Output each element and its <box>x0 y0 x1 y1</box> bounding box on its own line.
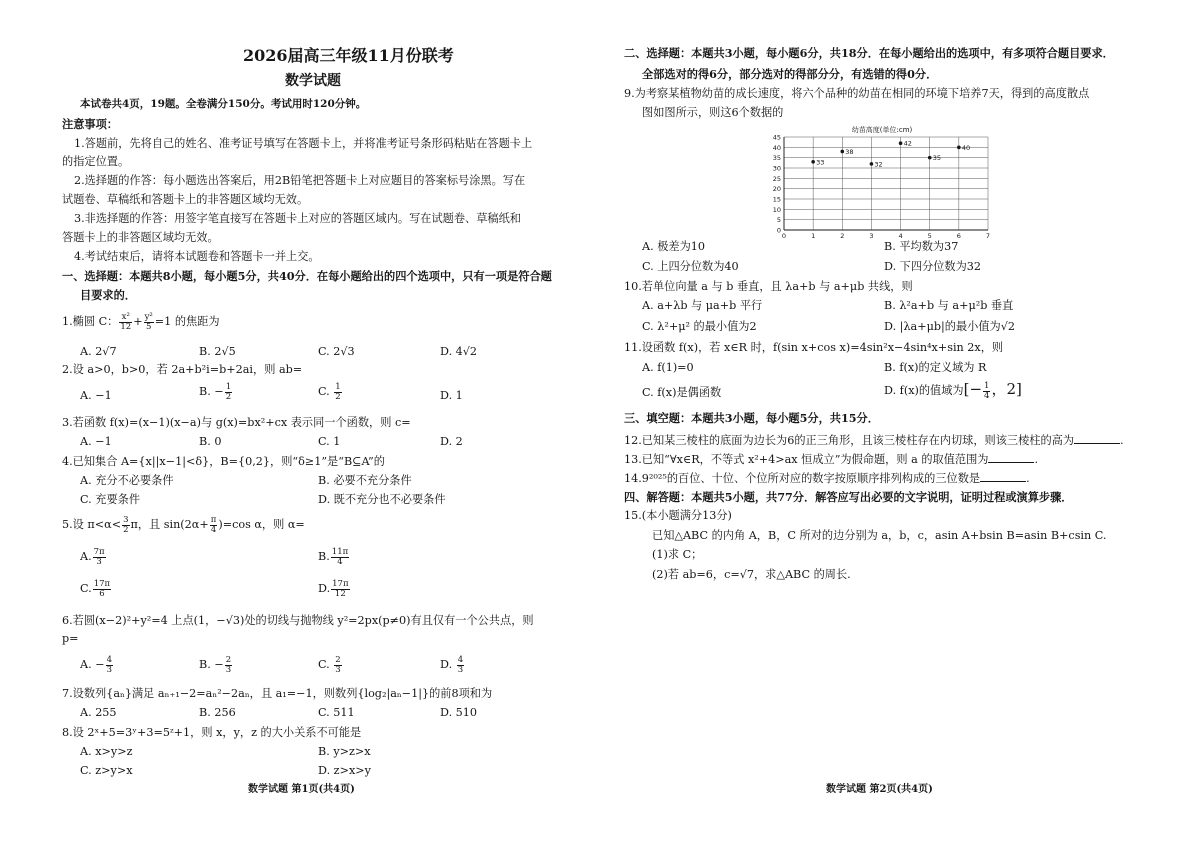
q1-option-c: C. 2√3 <box>318 345 355 358</box>
page-1-footer: 数学试题 第1页(共4页) <box>248 784 355 795</box>
q2-stem: 2.设 a>0，b>0，若 2a+b²i=b+2ai，则 ab= <box>62 363 303 376</box>
q7-option-a: A. 255 <box>80 706 117 719</box>
chart-x-tick-label: 4 <box>898 232 903 240</box>
q2-option-c: C. $\frac{1}{2}$ <box>318 382 341 402</box>
chart-y-tick-label: 15 <box>772 195 781 204</box>
chart-x-tick-label: 0 <box>781 232 787 240</box>
q3-option-b: B. 0 <box>199 435 222 448</box>
section-1-heading-cont: 目要求的． <box>80 288 136 302</box>
q11-option-a: A. f(1)=0 <box>642 361 694 374</box>
section-2-heading-cont: 全部选对的得6分，部分选对的得部分分，有选错的得0分． <box>642 67 938 81</box>
section-4-heading: 四、解答题：本题共5小题，共77分．解答应写出必要的文字说明，证明过程或演算步骤． <box>624 490 1073 504</box>
q10-option-d: D. |λa+μb|的最小值为√2 <box>884 320 1015 333</box>
notice-4: 4.考试结束后，请将本试题卷和答题卡一并上交。 <box>74 250 320 263</box>
chart-point <box>811 160 815 164</box>
chart-y-tick-label: 45 <box>772 133 781 142</box>
q6-option-a: A. − $\frac{4}{3}$ <box>80 655 112 675</box>
q7-option-b: B. 256 <box>199 706 236 719</box>
exam-title: 2026届高三年级11月份联考 <box>243 46 454 65</box>
q9-option-c: C. 上四分位数为40 <box>642 260 739 273</box>
q8-option-c: C. z>y>x <box>80 764 133 777</box>
q13-answer-blank[interactable] <box>988 452 1034 463</box>
q1-option-b: B. 2√5 <box>199 345 236 358</box>
q2-option-d: D. 1 <box>440 389 463 402</box>
notice-2b: 试题卷、草稿纸和答题卡上的非答题区域均无效。 <box>62 193 309 206</box>
q10-option-c: C. λ²+μ² 的最小值为2 <box>642 320 757 333</box>
q6-stem-cont: p= <box>62 632 79 645</box>
q6-option-b: B. − $\frac{2}{3}$ <box>199 655 232 675</box>
q8-option-d: D. z>x>y <box>318 764 371 777</box>
q14: 14.9²⁰²⁵的百位、十位、个位所对应的数字按原顺序排列构成的三位数是 . <box>624 472 1030 485</box>
q10-option-a: A. a+λb 与 μa+b 平行 <box>642 299 763 312</box>
chart-y-tick-label: 0 <box>776 226 781 235</box>
q6-option-d: D. $\frac{4}{3}$ <box>440 655 464 675</box>
q3-stem: 3.若函数 f(x)=(x−1)(x−a)与 g(x)=bx²+cx 表示同一个函数，则 c= <box>62 416 411 429</box>
notice-2: 2.选择题的作答：每小题选出答案后，用2B铅笔把答题卡上对应题目的答案标号涂黑。写在 <box>74 174 526 187</box>
q3-option-a: A. −1 <box>80 435 112 448</box>
q14-answer-blank[interactable] <box>980 471 1026 482</box>
chart-y-tick-label: 10 <box>772 205 781 214</box>
q9-scatter-chart <box>765 122 995 240</box>
chart-point <box>870 162 874 166</box>
q7-stem: 7.设数列{aₙ}满足 aₙ₊₁−2=aₙ²−2aₙ，且 a₁=−1，则数列{log₂|aₙ−1|}的前8项和为 <box>62 687 493 700</box>
q9-option-a: A. 极差为10 <box>642 240 705 253</box>
q12-answer-blank[interactable] <box>1074 433 1120 444</box>
notice-3: 3.非选择题的作答：用签字笔直接写在答题卡上对应的答题区域内。写在试题卷、草稿纸和 <box>74 212 521 225</box>
q15-part-1: (1)求 C； <box>652 548 703 561</box>
chart-y-tick-label: 5 <box>776 216 781 225</box>
chart-y-tick-label: 40 <box>772 143 781 152</box>
q4-stem: 4.已知集合 A={x||x−1|<δ}，B={0,2}，则“δ≥1”是“B⊆A”的 <box>62 455 385 468</box>
q4-option-d: D. 既不充分也不必要条件 <box>318 493 446 506</box>
chart-y-tick-label: 30 <box>772 164 781 173</box>
q1-option-a: A. 2√7 <box>80 345 117 358</box>
page-2 <box>600 0 1200 848</box>
section-2-heading: 二、选择题：本题共3小题，每小题6分，共18分．在每小题给出的选项中，有多项符合题目要求． <box>624 46 1114 60</box>
chart-x-tick-label: 6 <box>956 232 961 240</box>
chart-point-label: 42 <box>903 139 912 148</box>
q4-option-c: C. 充要条件 <box>80 493 141 506</box>
q2-option-a: A. −1 <box>80 389 112 402</box>
exam-subtitle: 数学试题 <box>285 73 341 89</box>
q12: 12.已知某三棱柱的底面为边长为6的正三角形，且该三棱柱存在内切球，则该三棱柱的高为 . <box>624 434 1124 447</box>
section-1-heading: 一、选择题：本题共8小题，每小题5分，共40分．在每小题给出的四个选项中，只有一项是符合题 <box>62 269 552 283</box>
notice-1b: 的指定位置。 <box>62 155 130 168</box>
chart-x-tick-label: 5 <box>927 232 932 240</box>
q10-option-b: B. λ²a+b 与 a+μ²b 垂直 <box>884 299 1014 312</box>
chart-x-tick-label: 2 <box>840 232 845 240</box>
q7-option-c: C. 511 <box>318 706 355 719</box>
q11-option-b: B. f(x)的定义域为 R <box>884 361 987 374</box>
chart-point-label: 38 <box>845 147 854 156</box>
chart-title: 幼苗高度(单位:cm) <box>851 126 913 134</box>
q5-option-d: D. $\frac{17\pi}{12}$ <box>318 579 349 599</box>
notice-heading: 注意事项： <box>62 117 118 131</box>
chart-x-tick-label: 7 <box>985 232 991 240</box>
q8-option-a: A. x>y>z <box>80 745 133 758</box>
exam-info: 本试卷共4页，19题。全卷满分150分。考试用时120分钟。 <box>80 98 367 110</box>
notice-3b: 答题卡上的非答题区域均无效。 <box>62 231 219 244</box>
q3-option-c: C. 1 <box>318 435 341 448</box>
q11-option-d: D. f(x)的值域为[− $\frac{1}{4}$ ，2] <box>884 380 1022 401</box>
q5-option-c: C. $\frac{17\pi}{6}$ <box>80 579 111 599</box>
chart-point <box>840 150 844 154</box>
chart-point <box>957 146 961 150</box>
q6-option-c: C. $\frac{2}{3}$ <box>318 655 341 675</box>
q8-option-b: B. y>z>x <box>318 745 371 758</box>
q9-option-d: D. 下四分位数为32 <box>884 260 982 273</box>
q11-stem: 11.设函数 f(x)，若 x∈R 时，f(sin x+cos x)=4sin²x−4sin⁴x+sin 2x，则 <box>624 341 1004 354</box>
chart-point-label: 33 <box>816 158 825 167</box>
q15-body: 已知△ABC 的内角 A，B，C 所对的边分别为 a，b，c，asin A+bsin B=asin B+csin C. <box>652 529 1107 542</box>
q9-option-b: B. 平均数为37 <box>884 240 959 253</box>
q10-stem: 10.若单位向量 a 与 b 垂直，且 λa+b 与 a+μb 共线，则 <box>624 280 913 293</box>
q15-part-2: (2)若 ab=6，c=√7，求△ABC 的周长. <box>652 568 851 581</box>
chart-point-label: 40 <box>961 143 971 152</box>
page-2-footer: 数学试题 第2页(共4页) <box>826 784 933 795</box>
section-3-heading: 三、填空题：本题共3小题，每小题5分，共15分． <box>624 411 879 425</box>
q5-option-b: B. $\frac{11\pi}{4}$ <box>318 547 349 567</box>
chart-x-tick-label: 1 <box>811 232 816 240</box>
chart-point-label: 35 <box>932 154 941 163</box>
chart-x-tick-label: 3 <box>869 232 874 240</box>
chart-point <box>928 156 932 160</box>
q4-option-b: B. 必要不充分条件 <box>318 474 412 487</box>
chart-point <box>899 141 903 145</box>
q15-heading: 15.(本小题满分13分) <box>624 509 732 522</box>
q9-stem-cont: 图如图所示，则这6个数据的 <box>642 106 784 119</box>
q11-option-c: C. f(x)是偶函数 <box>642 386 722 399</box>
q6-stem: 6.若圆(x−2)²+y²=4 上点(1，−√3)处的切线与抛物线 y²=2px(p≠0)有且仅有一个公共点，则 <box>62 614 534 627</box>
chart-point-label: 32 <box>874 160 883 169</box>
q3-option-d: D. 2 <box>440 435 463 448</box>
q8-stem: 8.设 2ˣ+5=3ʸ+3=5ᶻ+1，则 x，y，z 的大小关系不可能是 <box>62 726 362 739</box>
q1-option-d: D. 4√2 <box>440 345 478 358</box>
q13: 13.已知“∀x∈R，不等式 x²+4>ax 恒成立”为假命题，则 a 的取值范围为 . <box>624 453 1039 466</box>
chart-y-tick-label: 20 <box>772 185 781 194</box>
q4-option-a: A. 充分不必要条件 <box>80 474 174 487</box>
chart-y-tick-label: 25 <box>772 174 781 183</box>
q1-stem: 1.椭圆 C： $\frac{\text{x²}}{12}$ + $\frac{\text{y²}}{5}$ =1 的焦距为 <box>62 312 220 332</box>
q2-option-b: B. − $\frac{1}{2}$ <box>199 382 232 402</box>
chart-y-tick-label: 35 <box>772 154 781 163</box>
q5-option-a: A. $\frac{7\pi}{3}$ <box>80 547 105 567</box>
q7-option-d: D. 510 <box>440 706 478 719</box>
q9-stem: 9.为考察某植物幼苗的成长速度，将六个品种的幼苗在相同的环境下培养7天，得到的高度散点 <box>624 87 1090 100</box>
q5-stem: 5.设 π<α< $\frac{3}{2}$ π，且 sin(2α+ $\frac{\pi}{4}$ )=cos α，则 α= <box>62 515 305 535</box>
notice-1: 1.答题前，先将自己的姓名、准考证号填写在答题卡上，并将准考证号条形码粘贴在答题卡上 <box>74 137 533 150</box>
